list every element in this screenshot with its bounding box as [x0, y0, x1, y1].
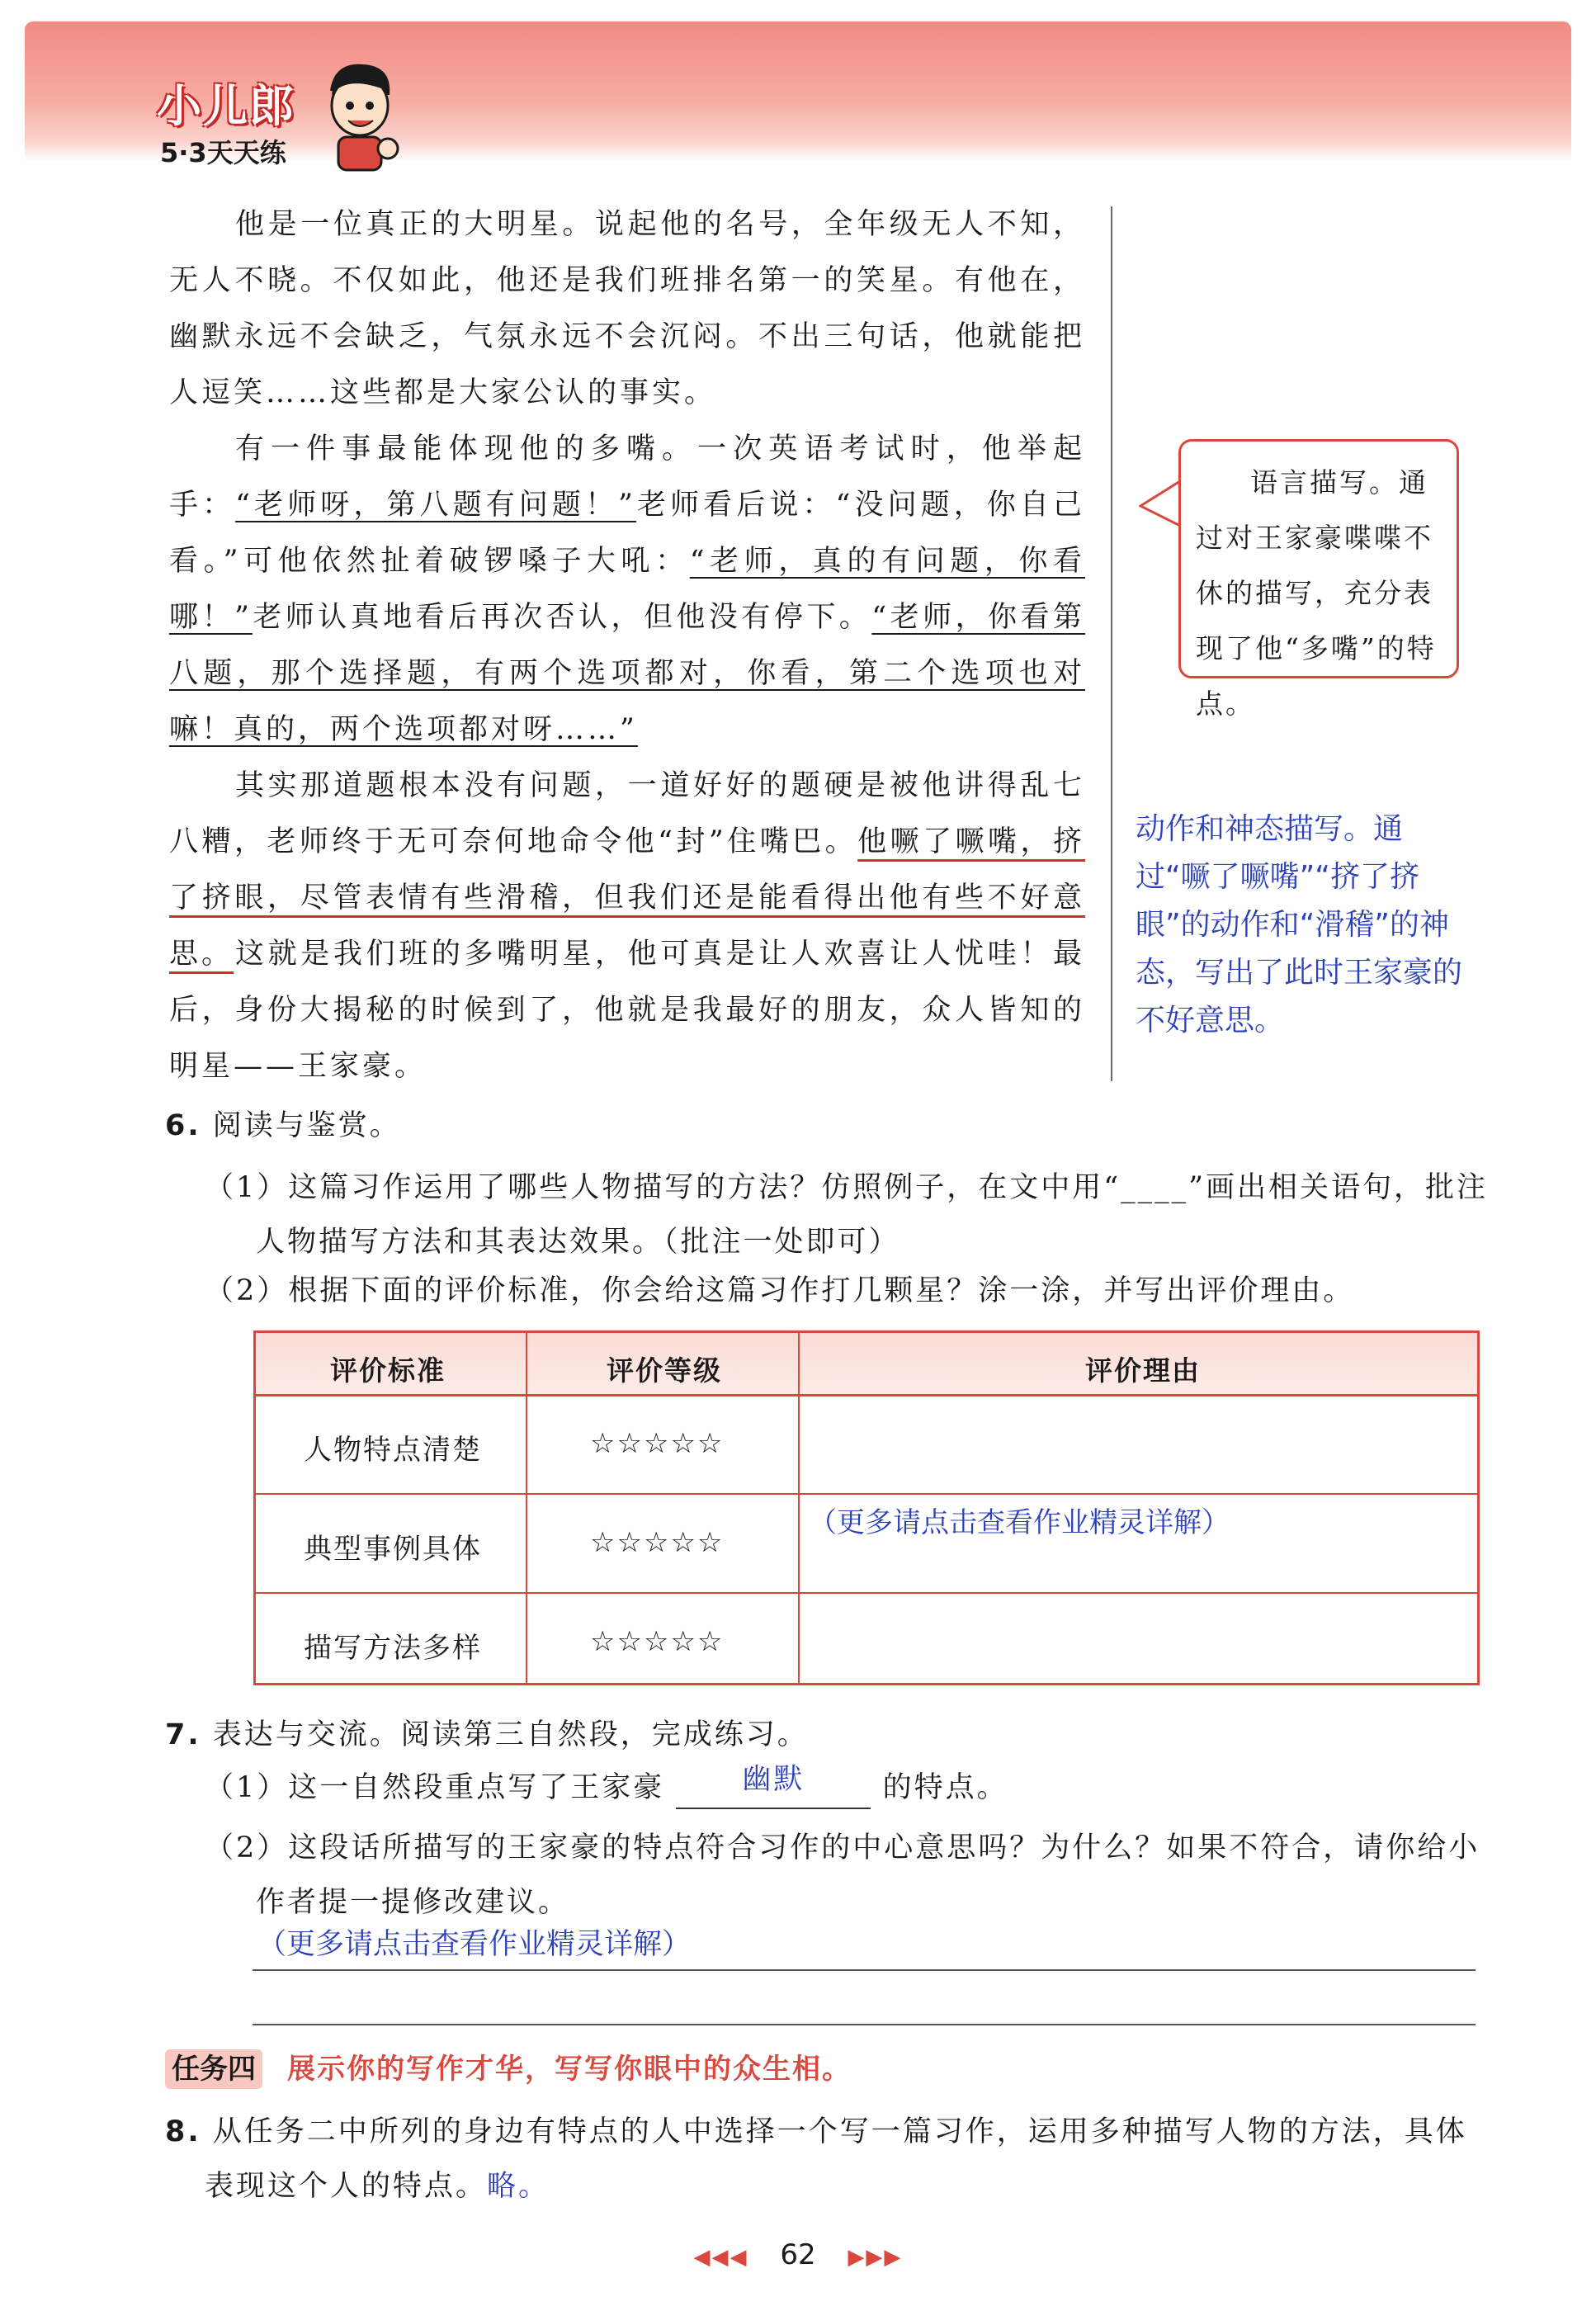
task-description: 展示你的写作才华，写写你眼中的众生相。 — [287, 2053, 852, 2086]
star-rating[interactable]: ☆☆☆☆☆ — [590, 1526, 725, 1559]
question-6-title — [165, 1106, 401, 1146]
p2-underlined-3: “老师，你看第八题，那个选择题，有两个选项都对，你看，第二个选项也对嘛！真的，两个选项都对呀……” — [169, 601, 1085, 746]
annotation-callout: 语言描写。通过对王家豪喋喋不休的描写，充分表现了他“多嘴”的特点。 — [1178, 439, 1459, 678]
answer-line[interactable] — [253, 1969, 1476, 1971]
annotation-blue-note: 动作和神态描写。通过“噘了噘嘴”“挤了挤眼”的动作和“滑稽”的神态，写出了此时王家豪的不好意思。 — [1136, 812, 1463, 1037]
page-number: 62 — [780, 2238, 816, 2271]
question-6-sub2: （2）根据下面的评价标准，你会给这篇习作打几颗星？涂一涂，并写出评价理由。 — [205, 1274, 1355, 1307]
question-8 — [165, 2105, 1485, 2214]
question-7-sub1-suffix: 的特点。 — [882, 1771, 1008, 1804]
evaluation-table — [253, 1330, 1480, 1685]
table-row-criterion: 典型事例具体 — [304, 1533, 482, 1566]
p2-text-c: 老师认真地看后再次否认，但他没有停下。 — [252, 601, 872, 634]
table-row-divider — [256, 1493, 1477, 1495]
next-arrows-icon: ▶▶▶ — [848, 2245, 903, 2270]
question-7-sub1 — [205, 1763, 1008, 1809]
question-7-sub2: （2）这段话所描写的王家豪的特点符合习作的中心意思吗？为什么？如果不符合，请你给小作者提一提修改建议。 — [205, 1831, 1480, 1919]
question-8-number: 8. — [165, 2115, 201, 2148]
question-7-sub1-prefix: （1）这一自然段重点写了王家豪 — [205, 1771, 665, 1804]
question-6-number: 6. — [165, 1109, 201, 1142]
task-badge: 任务四 — [165, 2049, 262, 2089]
star-rating[interactable]: ☆☆☆☆☆ — [590, 1625, 725, 1658]
prev-arrows-icon: ◀◀◀ — [693, 2245, 748, 2270]
answer-text: 幽默 — [742, 1763, 805, 1796]
page-footer — [0, 2238, 1596, 2271]
logo-title: 小儿郎 — [157, 80, 295, 132]
passage-paragraph-1: 他是一位真正的大明星。说起他的名号，全年级无人不知，无人不晓。不仅如此，他还是我们班排名第一的笑星。有他在，幽默永远不会缺乏，气氛永远不会沉闷。不出三句话，他就能把人逗笑……这些都是大家公认的事实。 — [169, 208, 1085, 409]
question-6-text: 阅读与鉴赏。 — [212, 1109, 401, 1142]
p3-underlined-red: 他噘了噘嘴，挤了挤眼，尽管表情有些滑稽，但我们还是能看得出他有些不好意思。 — [169, 825, 1085, 971]
table-header-reason: 评价理由 — [1085, 1354, 1201, 1387]
passage-paragraph-4: 这就是我们班的多嘴明星，他可真是让人欢喜让人忧哇！最后，身份大揭秘的时候到了，他就是我最好的朋友，众人皆知的明星——王家豪。 — [169, 938, 1085, 1083]
p3-text-a: 其实那道题根本没有问题，一道好好的题硬是被他讲得乱七八糟，老师终于无可奈何地命令他“封”住嘴巴。 — [169, 769, 1085, 858]
table-row-criterion: 人物特点清楚 — [304, 1434, 482, 1467]
answer-line[interactable] — [253, 2024, 1476, 2025]
question-7-number: 7. — [165, 1718, 201, 1751]
table-col-divider — [798, 1333, 800, 1683]
question-7-text: 表达与交流。阅读第三自然段，完成练习。 — [212, 1718, 809, 1751]
p2-text-a: 有一件事最能体现他的多嘴。一次英语考试时，他举起手： — [169, 432, 1085, 522]
more-details-link[interactable]: （更多请点击查看作业精灵详解） — [809, 1506, 1230, 1539]
logo-subtitle: 5·3天天练 — [160, 137, 286, 168]
p2-underlined-1: “老师呀，第八题有问题！” — [235, 489, 636, 522]
table-header-criterion: 评价标准 — [330, 1354, 446, 1387]
p2-underlined-2: “老师，真的有问题，你看哪！” — [169, 545, 1085, 634]
more-details-link[interactable]: （更多请点击查看作业精灵详解） — [257, 1928, 692, 1961]
mascot-boy-icon — [314, 58, 404, 173]
table-row-criterion: 描写方法多样 — [304, 1632, 482, 1665]
question-8-text: 从任务二中所列的身边有特点的人中选择一个写一篇习作，运用多种描写人物的方法，具体表现这个人的特点。 — [205, 2115, 1467, 2203]
margin-divider — [1111, 206, 1112, 1081]
question-8-answer: 略。 — [487, 2170, 550, 2203]
passage-paragraph-2 — [169, 421, 1085, 758]
table-col-divider — [526, 1333, 527, 1683]
answer-blank[interactable] — [676, 1763, 871, 1809]
question-6-sub1: （1）这篇习作运用了哪些人物描写的方法？仿照例子，在文中用“____”画出相关语句，批注人物描写方法和其表达效果。（批注一处即可） — [205, 1171, 1489, 1259]
table-header-grade: 评价等级 — [607, 1354, 722, 1387]
table-row-divider — [256, 1592, 1477, 1594]
question-7-title — [165, 1715, 809, 1755]
p2-text-b: 老师看后说：“没问题，你自己看。”可他依然扯着破锣嗓子大吼： — [169, 489, 1085, 578]
star-rating[interactable]: ☆☆☆☆☆ — [590, 1427, 725, 1460]
